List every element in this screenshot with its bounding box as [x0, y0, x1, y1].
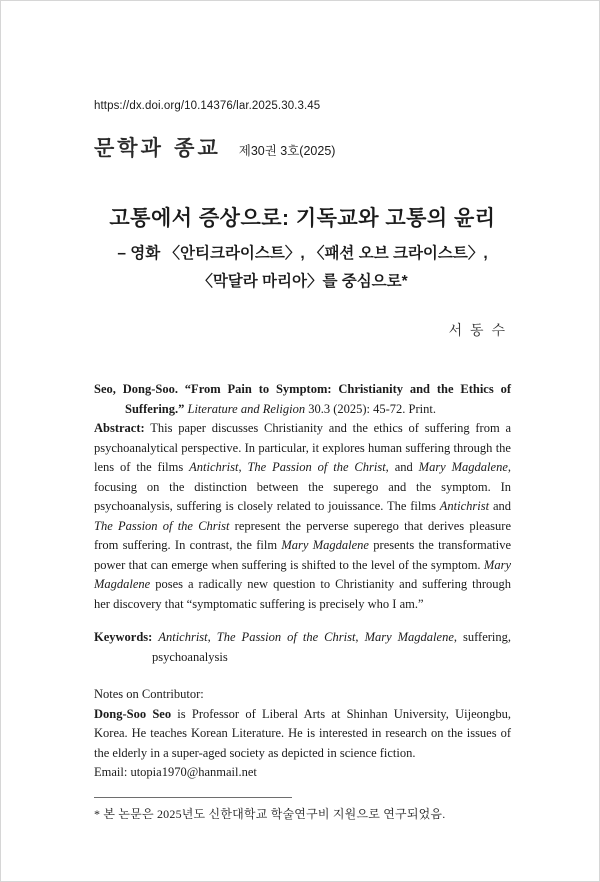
- footnote-text: * 본 논문은 2025년도 신한대학교 학술연구비 지원으로 연구되었음.: [94, 806, 446, 821]
- keywords: [94, 628, 511, 667]
- subtitle-line-2: 〈막달라 마리아〉를 중심으로*: [197, 273, 408, 290]
- footnote-separator: [94, 797, 292, 798]
- abstract-label: Abstract:: [94, 421, 145, 435]
- page-content: [1, 100, 599, 822]
- doi-link-text: https://dx.doi.org/10.14376/lar.2025.30.3.45: [94, 100, 321, 112]
- paper-title: 고통에서 증상으로: 기독교와 고통의 윤리: [109, 207, 496, 230]
- keywords-label: Keywords:: [94, 630, 153, 644]
- citation: Seo, Dong-Soo. “From Pain to Symptom: Christianity and the Ethics of Suffering.” Literature and Religion 30.3 (2025): 45-72. Print.: [94, 382, 511, 416]
- journal-issue-label: 제30권 3호(2025): [238, 144, 336, 158]
- paper-subtitle: [94, 240, 511, 296]
- abstract: [94, 419, 511, 614]
- contributor-heading: Notes on Contributor:: [94, 687, 204, 701]
- keywords-list: Antichrist, The Passion of the Christ, Mary Magdalene, suffering, psychoanalysis: [152, 630, 512, 664]
- abstract-body: This paper discusses Christianity and the ethics of suffering from a psychoanalytical perspective. In particular, it explores human suffering through the lens of the films Antichrist, The Passion of the Christ, and Mary Magdalene, focusing on the distinction between the superego and the symptom. In psychoanalysis, suffering is closely related to jouissance. The films Antichrist and The Passion of the Christ represent the perverse superego that derives pleasure from suffering. In contrast, the film Mary Magdalene presents the transformative power that can emerge when suffering is shifted to the level of the symptom. Mary Magdalene poses a radically new question to Christianity and suffering through her discovery that “symptomatic suffering is precisely who I am.”: [94, 421, 512, 611]
- author-name: 서 동 수: [448, 322, 507, 338]
- subtitle-line-1: – 영화 〈안티크라이스트〉, 〈패션 오브 크라이스트〉,: [117, 245, 488, 262]
- journal-masthead: [94, 132, 511, 162]
- journal-logo: 문학과 종교: [94, 136, 221, 160]
- contributor-email: Email: utopia1970@hanmail.net: [94, 765, 257, 779]
- contributor-bio: Dong-Soo Seo is Professor of Liberal Arts at Shinhan University, Uijeongbu, Korea. He teaches Korean Literature. He is interested in research on the issues of the elderly in a super-aged society as depicted in science fiction.: [94, 706, 511, 760]
